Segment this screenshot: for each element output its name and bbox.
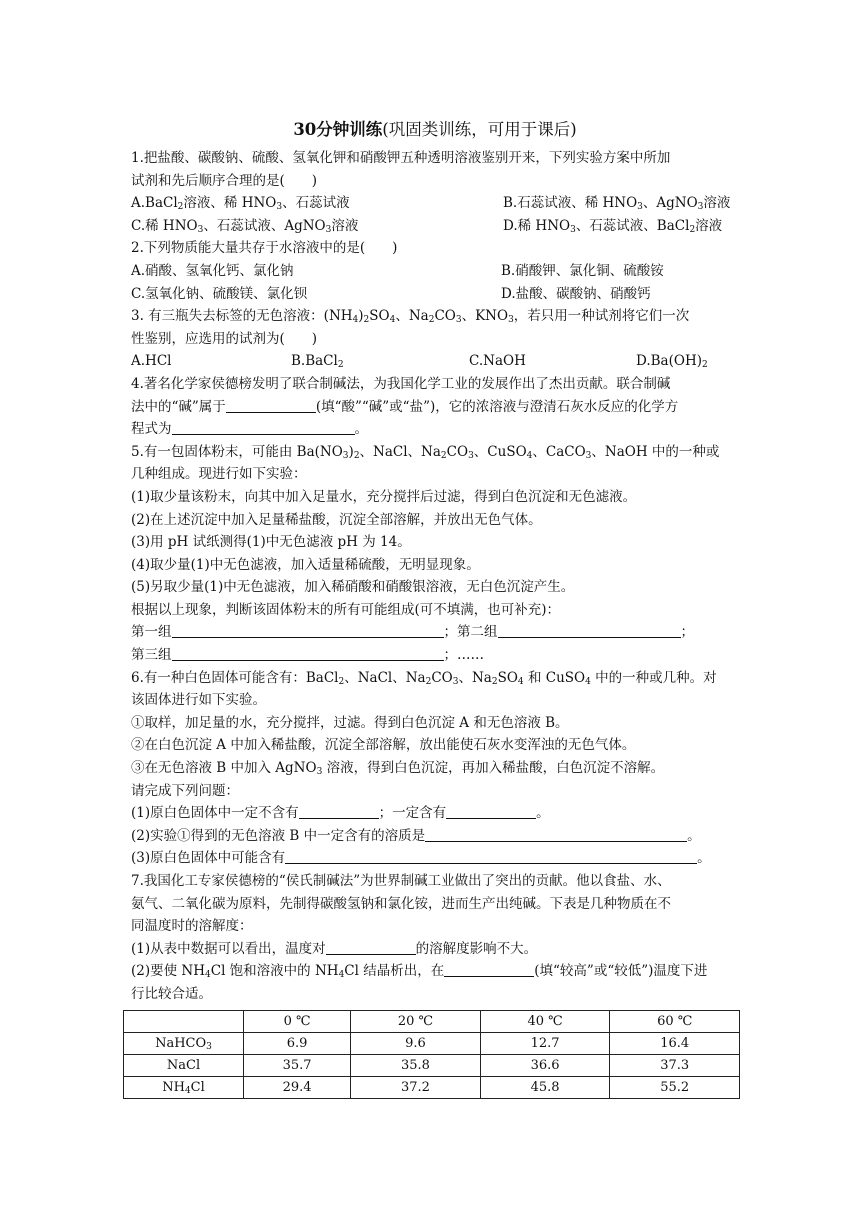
table-cell: 16.4 xyxy=(610,1032,740,1054)
q5-groups-line1: 第一组 ；第二组 ； xyxy=(131,624,694,641)
q1-stem-line2: 试剂和先后顺序合理的是( ) xyxy=(131,172,318,189)
q7-ask-2-cont: 行比较合适。 xyxy=(131,985,212,1002)
q6-line1: 6.有一种白色固体可能含有：BaCl$_2$、NaCl、$Na_2CO_3$、$Na_2SO_4$ 和 CuSO$_4$ 中的一种或几种。对 xyxy=(131,669,717,687)
solubility-table xyxy=(123,1010,740,1099)
table-cell: 37.3 xyxy=(610,1054,740,1076)
table-cell: 35.7 xyxy=(244,1054,351,1076)
q4-line1: 4.著名化学家侯德榜发明了联合制碱法，为我国化学工业的发展作出了杰出贡献。联合制碱 xyxy=(131,375,671,392)
q5-group3-blank[interactable] xyxy=(172,646,444,661)
question-7 xyxy=(131,870,739,1099)
q7-blank-1[interactable] xyxy=(326,940,416,955)
table-cell: 37.2 xyxy=(351,1076,481,1098)
q5-step-3: (3)用 pH 试纸测得(1)中无色滤液 pH 为 14。 xyxy=(131,534,411,551)
page-title: 30分钟训练(巩固类训练，可用于课后) xyxy=(293,120,577,139)
worksheet-page xyxy=(131,116,739,1099)
table-cell: 9.6 xyxy=(351,1032,481,1054)
q3-option-c: C.NaOH xyxy=(469,353,526,370)
question-2 xyxy=(131,237,739,305)
table-cell: 36.6 xyxy=(480,1054,610,1076)
q7-line3: 同温度时的溶解度： xyxy=(131,918,253,935)
q5-step-5: (5)另取少量(1)中无色滤液，加入稀硝酸和硝酸银溶液，无白色沉淀产生。 xyxy=(131,579,575,596)
q6-ask-2: (2)实验①得到的无色溶液 B 中一定含有的溶质是 。 xyxy=(131,827,701,844)
table-header-cell: 60 ℃ xyxy=(610,1010,740,1032)
table-row-label: $NH_4Cl$ xyxy=(124,1076,244,1098)
table-row xyxy=(124,1076,740,1098)
question-4 xyxy=(131,373,739,441)
question-3 xyxy=(131,305,739,373)
table-header-cell: 0 ℃ xyxy=(244,1010,351,1032)
q6-step-3: ③在无色溶液 B 中加入 AgNO$_3$ 溶液，得到白色沉淀，再加入稀盐酸，白色沉淀不溶解。 xyxy=(131,760,665,778)
q6-blank-may-contain[interactable] xyxy=(285,849,697,864)
table-cell: 45.8 xyxy=(480,1076,610,1098)
table-header-cell: 40 ℃ xyxy=(480,1010,610,1032)
table-cell: 55.2 xyxy=(610,1076,740,1098)
table-header-row xyxy=(124,1010,740,1032)
q6-step-1: ①取样，加足量的水，充分搅拌，过滤。得到白色沉淀 A 和无色溶液 B。 xyxy=(131,714,569,731)
q6-step-2: ②在白色沉淀 A 中加入稀盐酸，沉淀全部溶解，放出能使石灰水变浑浊的无色气体。 xyxy=(131,737,636,754)
question-6 xyxy=(131,667,739,870)
q1-option-b: B.石蕊试液、稀 $HNO_3$、AgNO$_3$溶液 xyxy=(503,195,731,213)
q4-blank-2[interactable] xyxy=(172,420,355,435)
table-row-label: NaHCO$_3$ xyxy=(124,1032,244,1054)
q1-option-a: A.BaCl$_2$溶液、稀 $HNO_3$、石蕊试液 xyxy=(131,195,350,213)
q2-option-b: B.硝酸钾、氯化铜、硫酸铵 xyxy=(501,262,664,279)
q5-step-2: (2)在上述沉淀中加入足量稀盐酸，沉淀全部溶解，并放出无色气体。 xyxy=(131,511,542,528)
q5-step-4: (4)取少量(1)中无色滤液，加入适量稀硫酸，无明显现象。 xyxy=(131,556,480,573)
q3-stem-line1: 3. 有三瓶失去标签的无色溶液：$(NH_4)_2SO_4$、$Na_2CO_3$、$KNO_3$，若只用一种试剂将它们一次 xyxy=(131,308,690,326)
table-header-cell xyxy=(124,1010,244,1032)
q6-line2: 该固体进行如下实验。 xyxy=(131,692,266,709)
table-row-label: NaCl xyxy=(124,1054,244,1076)
q5-groups-line2: 第三组 ；…… xyxy=(131,647,484,664)
q3-option-a: A.HCl xyxy=(131,353,172,370)
q5-line1: 5.有一包固体粉末，可能由 $Ba(NO_3)_2$、NaCl、$Na_2CO_3$、CuSO$_4$、CaCO$_3$、NaOH 中的一种或 xyxy=(131,443,720,461)
q1-option-c: C.稀 $HNO_3$、石蕊试液、AgNO$_3$溶液 xyxy=(131,217,359,235)
table-cell: 12.7 xyxy=(480,1032,610,1054)
q1-option-d: D.稀 $HNO_3$、石蕊试液、BaCl$_2$溶液 xyxy=(503,217,723,235)
q4-blank-1[interactable] xyxy=(226,398,316,413)
q5-group2-blank[interactable] xyxy=(498,623,681,638)
q5-conclusion: 根据以上现象，判断该固体粉末的所有可能组成(可不填满，也可补充)： xyxy=(131,601,561,618)
question-5 xyxy=(131,441,739,667)
q5-line2: 几种组成。现进行如下实验： xyxy=(131,466,307,483)
q7-line1: 7.我国化工专家侯德榜的“侯氏制碱法”为世界制碱工业做出了突出的贡献。他以食盐、水、 xyxy=(131,873,671,889)
q7-blank-2[interactable] xyxy=(444,962,534,977)
q2-option-c: C.氢氧化钠、硫酸镁、氯化钡 xyxy=(131,285,308,302)
q1-stem-line1: 1.把盐酸、碳酸钠、硫酸、氢氧化钾和硝酸钾五种透明溶液鉴别开来，下列实验方案中所加 xyxy=(131,150,671,166)
q5-group1-blank[interactable] xyxy=(172,623,444,638)
q4-line2: 法中的“碱”属于 (填“酸”“碱”或“盐”)，它的浓溶液与澄清石灰水反应的化学方 xyxy=(131,398,679,415)
q6-ask-1: (1)原白色固体中一定不含有 ；一定含有 。 xyxy=(131,805,550,822)
q6-blank-solute[interactable] xyxy=(425,827,687,842)
table-cell: 29.4 xyxy=(244,1076,351,1098)
q7-line2: 氨气、二氧化碳为原料，先制得碳酸氢钠和氯化铵，进而生产出纯碱。下表是几种物质在不 xyxy=(131,895,671,912)
q7-ask-1: (1)从表中数据可以看出，温度对 的溶解度影响不大。 xyxy=(131,940,538,957)
q2-option-a: A.硝酸、氢氧化钙、氯化钠 xyxy=(131,262,294,279)
q5-step-1: (1)取少量该粉末，向其中加入足量水，充分搅拌后过滤，得到白色沉淀和无色滤液。 xyxy=(131,488,637,505)
table-cell: 35.8 xyxy=(351,1054,481,1076)
table-row xyxy=(124,1054,740,1076)
table-cell: 6.9 xyxy=(244,1032,351,1054)
question-1 xyxy=(131,147,739,237)
q6-blank-must-contain[interactable] xyxy=(446,804,536,819)
q6-blank-not-contain[interactable] xyxy=(299,804,379,819)
q7-ask-2: (2)要使 $NH_4Cl$ 饱和溶液中的 $NH_4Cl$ 结晶析出，在 (填“较高”或“较低”)温度下进 xyxy=(131,963,708,981)
q2-stem: 2.下列物质能大量共存于水溶液中的是( ) xyxy=(131,240,398,257)
q3-option-d: $D.Ba(OH)_2$ xyxy=(636,353,708,371)
q3-option-b: B.BaCl$_2$ xyxy=(291,353,344,371)
q6-prompt: 请完成下列问题： xyxy=(131,782,239,799)
table-row xyxy=(124,1032,740,1054)
q6-ask-3: (3)原白色固体中可能含有 。 xyxy=(131,850,711,867)
q2-option-d: D.盐酸、碳酸钠、硝酸钙 xyxy=(501,285,651,302)
q3-stem-line2: 性鉴别，应选用的试剂为( ) xyxy=(131,330,318,347)
table-header-cell: 20 ℃ xyxy=(351,1010,481,1032)
q4-line3: 程式为 。 xyxy=(131,421,368,438)
